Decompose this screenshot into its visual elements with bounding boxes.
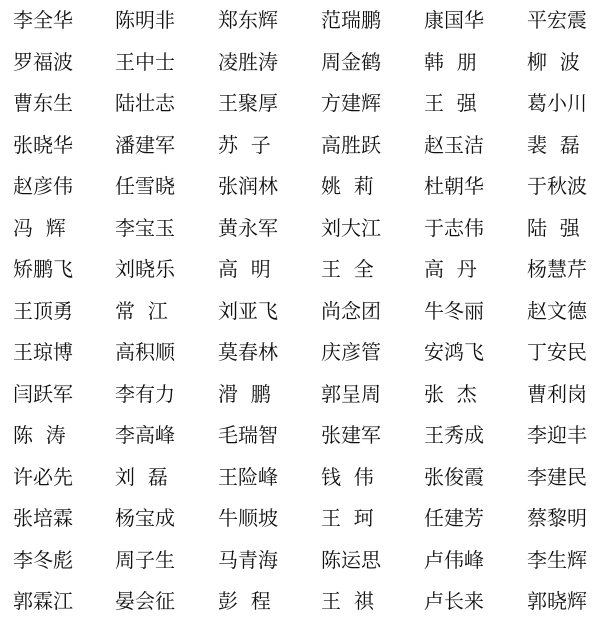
- name-cell: 于志伟: [424, 215, 484, 240]
- name-cell: 高积顺: [115, 340, 175, 364]
- name-cell: 李建民: [527, 464, 587, 489]
- name-cell: 彭 程: [218, 589, 271, 613]
- name-cell: 杜朝华: [424, 174, 484, 198]
- name-cell: 周子生: [115, 547, 175, 572]
- name-cell: 杨宝成: [115, 506, 175, 530]
- name-cell: 方建辉: [321, 91, 381, 115]
- name-cell: 范瑞鹏: [321, 8, 381, 32]
- name-cell: 李高峰: [115, 423, 175, 447]
- name-cell: 马青海: [218, 547, 278, 572]
- name-cell: 郭呈周: [321, 381, 381, 406]
- name-cell: 陈 涛: [13, 423, 66, 447]
- name-cell: 王 强: [424, 91, 477, 115]
- name-cell: 王琼博: [13, 340, 73, 364]
- name-cell: 刘 磊: [115, 464, 168, 489]
- name-cell: 葛小川: [527, 91, 587, 115]
- name-cell: 张晓华: [13, 132, 73, 157]
- name-cell: 王 祺: [321, 589, 374, 613]
- name-cell: 刘晓乐: [115, 257, 175, 281]
- name-cell: 刘亚飞: [218, 298, 278, 323]
- name-cell: 王中士: [115, 49, 175, 74]
- name-cell: 李生辉: [527, 547, 587, 572]
- name-cell: 李有力: [115, 381, 175, 406]
- name-cell: 牛顺坡: [218, 506, 278, 530]
- name-cell: 陈明非: [115, 8, 175, 32]
- name-cell: 赵玉洁: [424, 132, 484, 157]
- name-cell: 裴 磊: [527, 132, 580, 157]
- name-cell: 晏会征: [115, 589, 175, 613]
- name-cell: 高胜跃: [321, 132, 381, 157]
- name-cell: 郑东辉: [218, 8, 278, 32]
- name-cell: 赵彦伟: [13, 174, 73, 198]
- name-cell: 高 明: [218, 257, 271, 281]
- name-cell: 冯 辉: [13, 215, 66, 240]
- name-cell: 常 江: [115, 298, 168, 323]
- name-cell: 平宏震: [527, 8, 587, 32]
- name-cell: 王 珂: [321, 506, 374, 530]
- name-cell: 潘建军: [115, 132, 175, 157]
- name-cell: 杨慧芹: [527, 257, 587, 281]
- name-cell: 牛冬丽: [424, 298, 484, 323]
- name-cell: 苏 子: [218, 132, 271, 157]
- name-cell: 闫跃军: [13, 381, 73, 406]
- name-cell: 张建军: [321, 423, 381, 447]
- name-cell: 陆壮志: [115, 91, 175, 115]
- name-cell: 姚 莉: [321, 174, 374, 198]
- name-cell: 滑 鹏: [218, 381, 271, 406]
- name-cell: 韩 朋: [424, 49, 477, 74]
- name-cell: 卢长来: [424, 589, 484, 613]
- name-cell: 王 全: [321, 257, 374, 281]
- name-cell: 庆彦管: [321, 340, 381, 364]
- name-cell: 曹东生: [13, 91, 73, 115]
- name-cell: 安鸿飞: [424, 340, 484, 364]
- name-cell: 王聚厚: [218, 91, 278, 115]
- name-cell: 张润林: [218, 174, 278, 198]
- name-cell: 任建芳: [424, 506, 484, 530]
- name-cell: 李迎丰: [527, 423, 587, 447]
- name-cell: 康国华: [424, 8, 484, 32]
- name-cell: 张俊霞: [424, 464, 484, 489]
- name-cell: 高 丹: [424, 257, 477, 281]
- name-cell: 陆 强: [527, 215, 580, 240]
- name-cell: 任雪晓: [115, 174, 175, 198]
- name-cell: 李全华: [13, 8, 73, 32]
- name-cell: 郭霖江: [13, 589, 73, 613]
- name-cell: 许必先: [13, 464, 73, 489]
- name-cell: 尚念团: [321, 298, 381, 323]
- name-cell: 王顶勇: [13, 298, 73, 323]
- name-cell: 陈运思: [321, 547, 381, 572]
- name-cell: 赵文德: [527, 298, 587, 323]
- name-cell: 周金鹤: [321, 49, 381, 74]
- name-cell: 钱 伟: [321, 464, 374, 489]
- name-cell: 郭晓辉: [527, 589, 587, 613]
- name-cell: 刘大江: [321, 215, 381, 240]
- name-cell: 黄永军: [218, 215, 278, 240]
- name-cell: 王险峰: [218, 464, 278, 489]
- name-cell: 曹利岗: [527, 381, 587, 406]
- name-cell: 丁安民: [527, 340, 587, 364]
- name-cell: 蔡黎明: [527, 506, 587, 530]
- name-cell: 莫春林: [218, 340, 278, 364]
- name-cell: 毛瑞智: [218, 423, 278, 447]
- name-cell: 于秋波: [527, 174, 587, 198]
- name-cell: 张培霖: [13, 506, 73, 530]
- name-cell: 王秀成: [424, 423, 484, 447]
- name-cell: 柳 波: [527, 49, 580, 74]
- name-cell: 张 杰: [424, 381, 477, 406]
- name-cell: 李宝玉: [115, 215, 175, 240]
- name-cell: 卢伟峰: [424, 547, 484, 572]
- name-cell: 罗福波: [13, 49, 73, 74]
- name-cell: 矫鹏飞: [13, 257, 73, 281]
- name-cell: 凌胜涛: [218, 49, 278, 74]
- name-cell: 李冬彪: [13, 547, 73, 572]
